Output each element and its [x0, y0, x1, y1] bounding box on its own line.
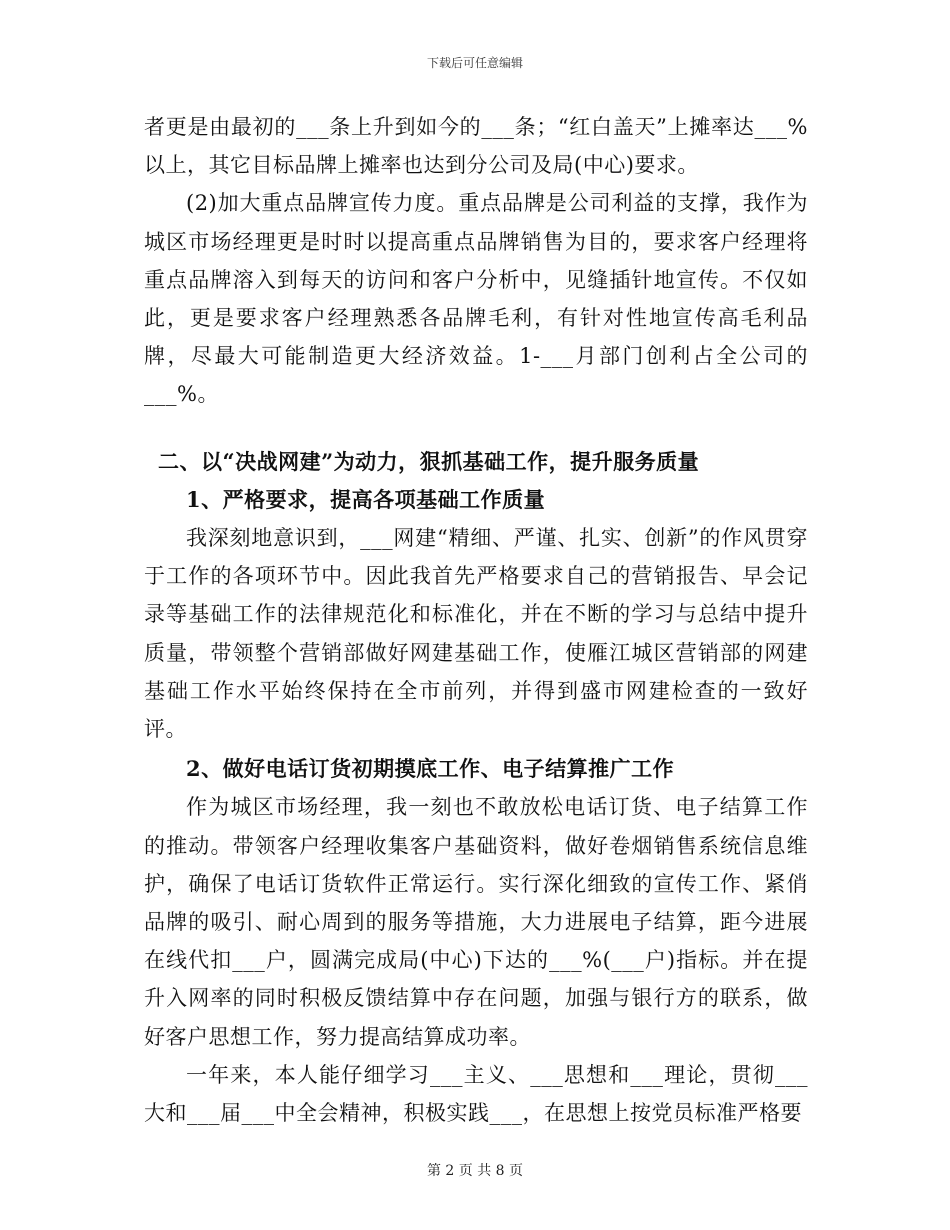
paragraph-1: 者更是由最初的___条上升到如今的___条；“红白盖天”上摊率达___%以上，其它目标品牌上摊率也达到分公司及局(中心)要求。	[144, 115, 808, 178]
page-footer-indicator: 第 2 页 共 8 页	[426, 1163, 524, 1179]
paragraph-2: (2)加大重点品牌宣传力度。重点品牌是公司利益的支撑，我作为城区市场经理更是时时以提高重点品牌销售为目的，要求客户经理将重点品牌溶入到每天的访问和客户分析中，见缝插针地宣传。不仅如此，更是要求客户经理熟悉各品牌毛利，有针对性地宣传高毛利品牌，尽最大可能制造更大经济效益。1-___月部门创利占全公司的___%。	[144, 191, 808, 407]
paragraph-4: 作为城区市场经理，我一刻也不敢放松电话订货、电子结算工作的推动。带领客户经理收集客户基础资料，做好卷烟销售系统信息维护，确保了电话订货软件正常运行。实行深化细致的宣传工作、紧俏品牌的吸引、耐心周到的服务等措施，大力进展电子结算，距今进展在线代扣___户，圆满完成局(中心)下达的___%(___户)指标。并在提升入网率的同时积极反馈结算中存在问题，加强与银行方的联系，做好客户思想工作，努力提高结算成功率。	[144, 795, 808, 1049]
page-header-note: 下载后可任意编辑	[426, 56, 523, 70]
paragraph-5: 一年来，本人能仔细学习___主义、___思想和___理论，贯彻___大和___届___中全会精神，积极实践___，在思想上按党员标准严格要	[144, 1062, 808, 1126]
document-body	[144, 108, 808, 1132]
section-heading-2: 二、以“决战网建”为动力，狠抓基础工作，提升服务质量	[158, 448, 700, 474]
paragraph-3: 我深刻地意识到，___网建“精细、严谨、扎实、创新”的作风贯穿于工作的各项环节中。因此我首先严格要求自己的营销报告、早会记录等基础工作的法律规范化和标准化，并在不断的学习与总结中提升质量，带领整个营销部做好网建基础工作，使雁江城区营销部的网建基础工作水平始终保持在全市前列，并得到盛市网建检查的一致好评。	[144, 526, 808, 742]
subsection-heading-2: 2、做好电话订货初期摸底工作、电子结算推广工作	[186, 756, 675, 782]
subsection-heading-1: 1、严格要求，提高各项基础工作质量	[186, 486, 546, 512]
